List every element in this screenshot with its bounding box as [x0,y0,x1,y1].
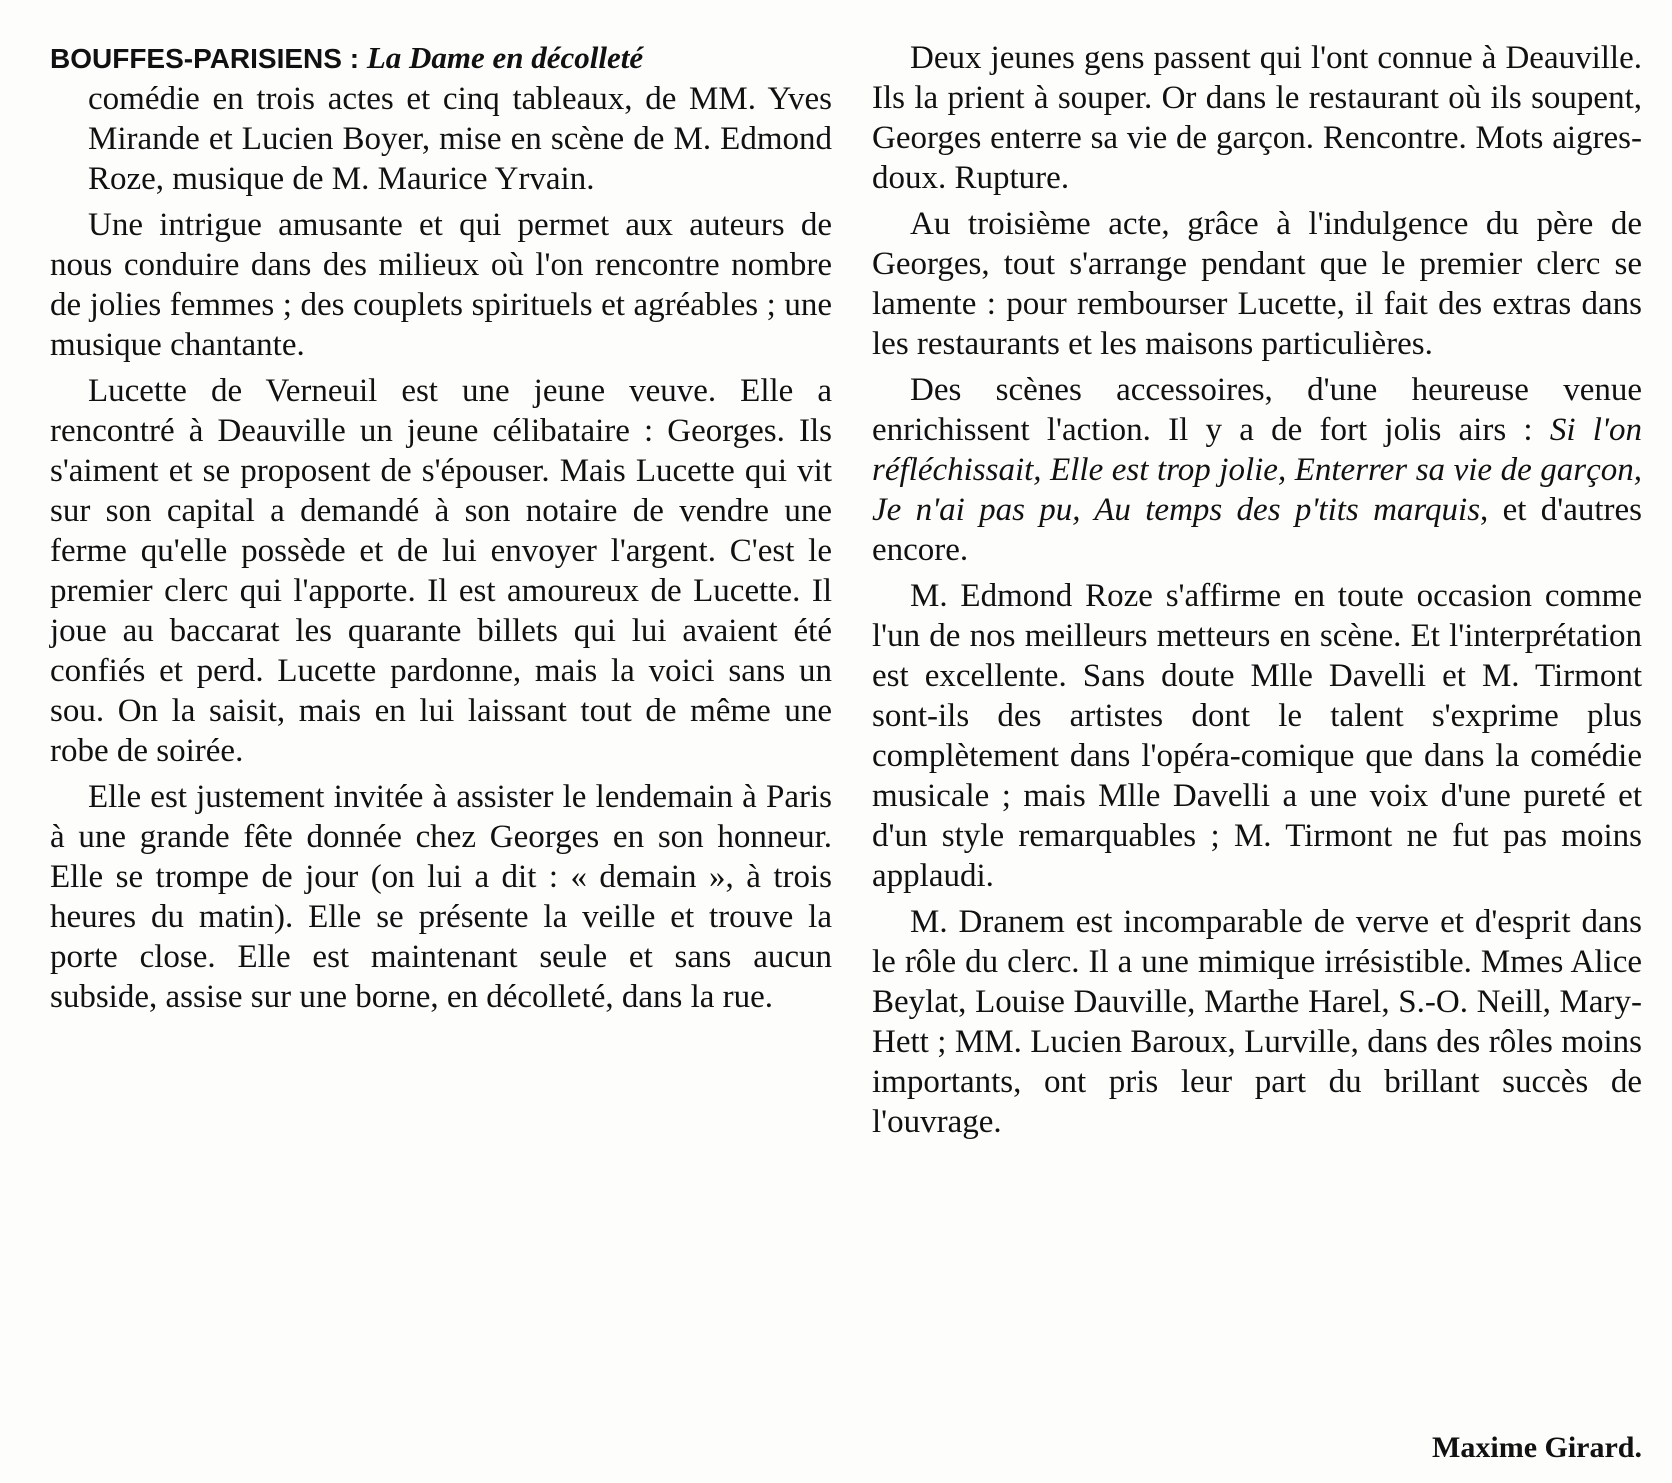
airs-list: Si l'on réfléchissait, Elle est trop jolie, Enterrer sa vie de garçon, Je n'ai pas pu, Au temps des p'tits marquis [872,412,1642,528]
paragraph: Deux jeunes gens passent qui l'ont connue à Deauville. Ils la prient à souper. Or dans le restaurant où ils soupent, Georges enterre sa vie de garçon. Rencontre. Mots aigres-doux. Rupture. [872,40,1642,196]
paragraph: Lucette de Verneuil est une jeune veuve. Elle a rencontré à Deauville un jeune célibataire : Georges. Ils s'aiment et se proposent de s'épouser. Mais Lucette qui vit sur son capital a demandé à son notaire de vendre une ferme qu'elle possède et de lui envoyer l'argent. C'est le premier clerc qui l'apporte. Il est amoureux de Lucette. Il joue au baccarat les quarante billets qui lui avaient été confiés et perd. Lucette pardonne, mais la voici sans un sou. On la saisit, mais en lui laissant tout de même une robe de soirée. [50,373,832,769]
airs-intro: Des scènes accessoires, d'une heureuse venue enrichissent l'action. Il y a de fort jolis airs : [872,372,1642,448]
paragraph: Au troisième acte, grâce à l'indulgence du père de Georges, tout s'arrange pendant que le premier clerc se lamente : pour rembourser Lucette, il fait des extras dans les restaurants et les maisons particulières. [872,206,1642,362]
paragraph: M. Edmond Roze s'affirme en toute occasion comme l'un de nos meilleurs metteurs en scène. Et l'interprétation est excellente. Sans doute Mlle Davelli et M. Tirmont sont-ils des artistes dont le talent s'exprime plus complètement dans l'opéra-comique que dans la comédie musicale ; mais Mlle Davelli a une voix d'une pureté et d'un style remarquables ; M. Tirmont ne fut pas moins applaudi. [872,578,1642,894]
author-signature: Maxime Girard. [1432,1431,1642,1464]
right-column [872,38,1642,1148]
paragraph: Elle est justement invitée à assister le lendemain à Paris à une grande fête donnée chez Georges en son honneur. Elle se trompe de jour (on lui a dit : « demain », à trois heures du matin). Elle se présente la veille et trouve la porte close. Elle est maintenant seule et sans aucun subside, assise sur une borne, en décolleté, dans la rue. [50,779,832,1015]
paragraph: Une intrigue amusante et qui permet aux auteurs de nous conduire dans des milieux où l'on rencontre nombre de jolies femmes ; des couplets spirituels et agréables ; une musique chantante. [50,207,832,363]
play-title: La Dame en décolleté [366,40,644,75]
airs-tail: , et d'autres encore. [872,492,1642,568]
credits: comédie en trois actes et cinq tableaux, de MM. Yves Mirande et Lucien Boyer, mise en scène de M. Edmond Roze, musique de M. Maurice Yrvain. [88,81,832,197]
venue-name: BOUFFES-PARISIENS : [50,43,360,74]
paragraph: M. Dranem est incomparable de verve et d'esprit dans le rôle du clerc. Il a une mimique irrésistible. Mmes Alice Beylat, Louise Dauville, Marthe Harel, S.-O. Neill, Mary-Hett ; MM. Lucien Baroux, Lurville, dans des rôles moins importants, ont pris leur part du brillant succès de l'ouvrage. [872,904,1642,1140]
paragraph-airs [872,370,1642,570]
left-column [50,38,832,1023]
article-heading [50,38,832,79]
